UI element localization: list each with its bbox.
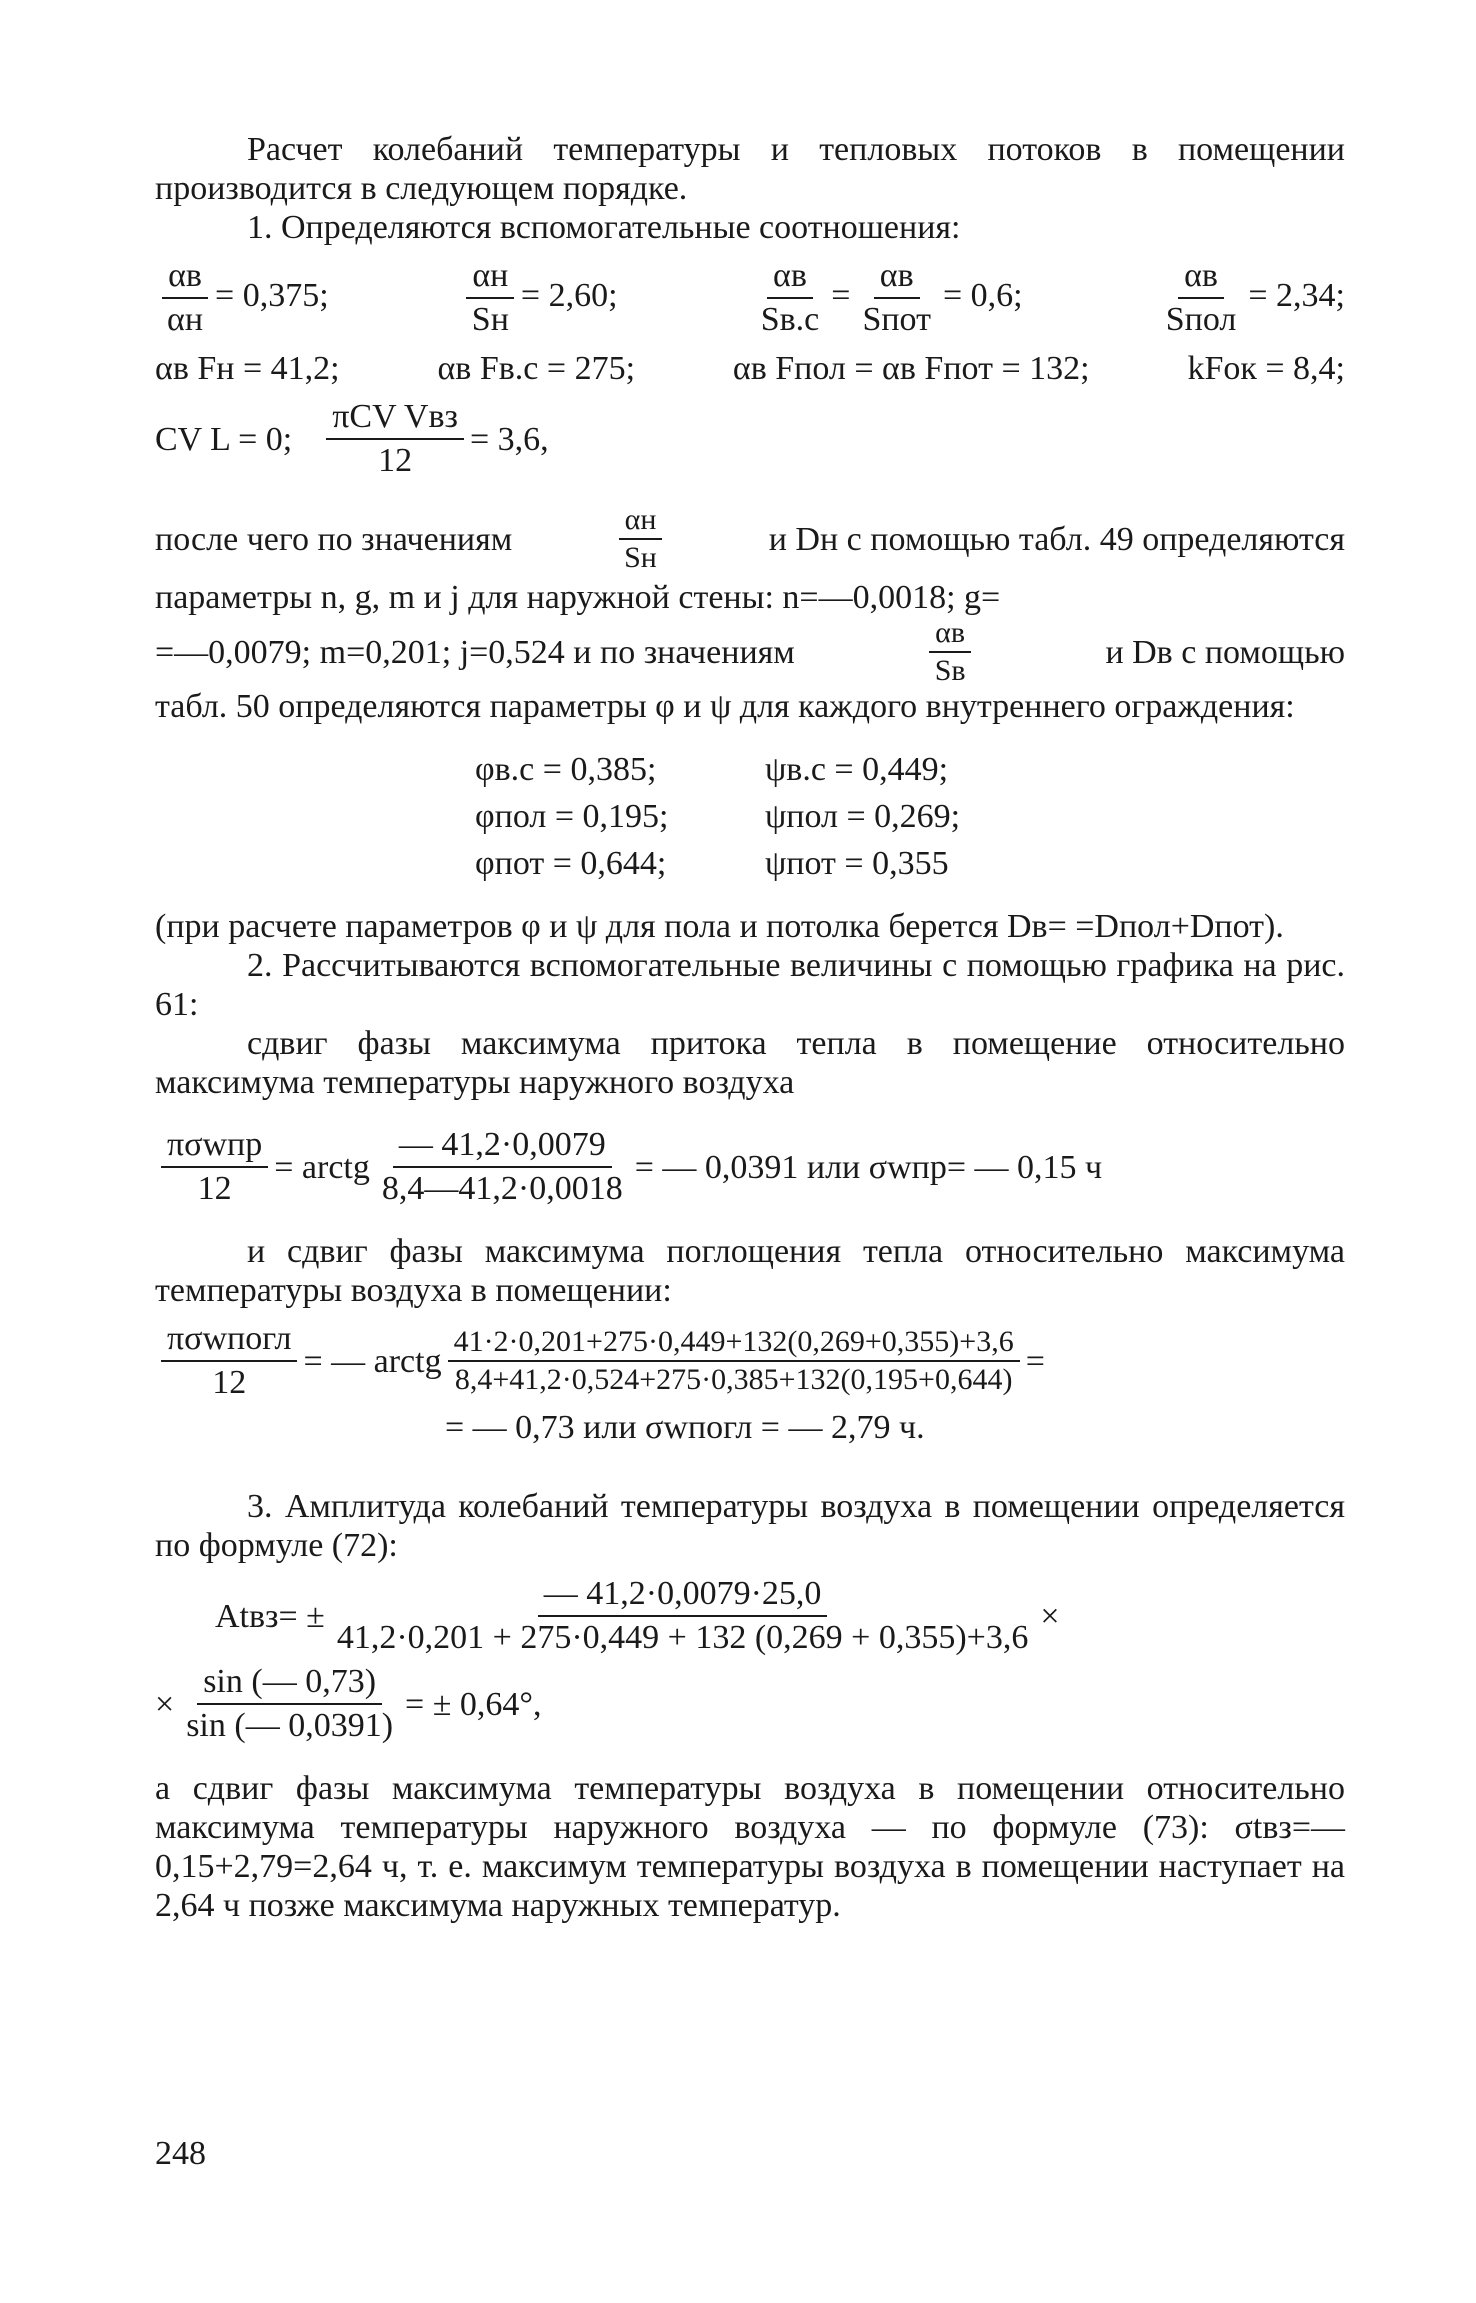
paragraph-5: и сдвиг фазы максимума поглощения тепла относительно максимума температуры воздуха в помещении: [155, 1233, 1345, 1309]
ratio-3: $\frac{\alpha в}{Sв.с}$ = $\frac{\alpha в}{\text{Sпот}}$ = 0,6; [760, 257, 1023, 338]
equation-2: $\frac{\text{πσwпогл}}{12}$ = — arctg $\frac{41\cdot 2\cdot 0,201+275\cdot 0,449+132(0,269+0,355)+3,6}{8,4+41,2\cdot 0,524+275\cdot 0,385+132(0,195+0,644)}$ = [155, 1320, 1345, 1402]
phi-wall: φв.с = 0,385; [475, 751, 657, 788]
step-3-title: 3. Амплитуда колебаний температуры воздуха в помещении определяется по формуле (72): [155, 1488, 1345, 1564]
ratio-2: $\frac{\alpha н}{Sн}$ = 2,60; [460, 257, 618, 339]
air-exchange-fraction: $\frac{\text{πCV Vвз}}{12}$ [326, 398, 464, 480]
psi-wall: ψв.с = 0,449; [765, 751, 949, 788]
equation-3-continued: × $\frac{\sin (— 0,73)}{\sin (— 0,0391)}$ = ± 0,64°, [155, 1663, 542, 1744]
paragraph-2-line-1: после чего по значениям $\frac{\alpha н}{Sн}$ и Dн с помощью табл. 49 определяются [155, 503, 1345, 574]
paragraph-2-line-4: табл. 50 определяются параметры φ и ψ для каждого внутреннего ограждения: [155, 688, 1295, 725]
paragraph-4: сдвиг фазы максимума притока тепла в помещение относительно максимума температуры наружного воздуха [155, 1025, 1345, 1101]
ratio-1: $\frac{\alpha в}{\alpha н}$ = 0,375; [155, 257, 329, 339]
paragraph-2-line-2: параметры n, g, m и j для наружной стены: n=—0,0018; g= [155, 579, 1001, 616]
ratio-4: $\frac{\alpha в}{\text{Sпол}}$ = 2,34; [1165, 257, 1345, 338]
page-body [155, 130, 1345, 1925]
alpha-f-outer: αв Fн = 41,2; [155, 350, 340, 387]
phi-floor: φпол = 0,195; [475, 798, 669, 835]
kf-window: kFок = 8,4; [1187, 350, 1345, 387]
intro-paragraph: Расчет колебаний температуры и тепловых потоков в помещении производится в следующем порядке. [155, 131, 1345, 207]
paragraph-6: а сдвиг фазы максимума температуры воздуха в помещении относительно максимума температуры наружного воздуха — по формуле (73): σtвз=—0,15+2,79=2,64 ч, т. е. максимум температуры воздуха в помещении наступает на 2,64 ч позже максимума наружных температур. [155, 1770, 1345, 1924]
alpha-f-inner-wall: αв Fв.с = 275; [437, 350, 636, 387]
psi-floor: ψпол = 0,269; [765, 798, 961, 835]
step-1-title: 1. Определяются вспомогательные соотношения: [247, 209, 961, 246]
paragraph-3: (при расчете параметров φ и ψ для пола и потолка берется Dв= =Dпол+Dпот). [155, 908, 1284, 945]
air-exchange-value: = 3,6, [469, 420, 549, 458]
alpha-f-floor-ceiling: αв Fпол = αв Fпот = 132; [732, 350, 1090, 387]
paragraph-2-line-3: =—0,0079; m=0,201; j=0,524 и по значениям $\frac{\alpha в}{Sв}$ и Dв с помощью [155, 616, 1345, 687]
cv-l: CV L = 0; [155, 420, 293, 458]
equation-3: Atвз= ± $\frac{— 41,2\cdot 0,0079\cdot 25,0}{41,2\cdot 0,201 + 275\cdot 0,449 + 132 (0,269 + 0,355)+3,6}$ × [215, 1575, 1060, 1656]
ratios-row-3 [155, 398, 1345, 480]
page-number: 248 [155, 2135, 206, 2172]
ratios-row-1 [155, 257, 1345, 339]
equation-2-result: = — 0,73 или σwпогл = — 2,79 ч. [445, 1409, 925, 1446]
ratios-row-2 [155, 349, 1345, 388]
step-2-title: 2. Рассчитываются вспомогательные величины с помощью графика на рис. 61: [155, 947, 1345, 1023]
equation-1: $\frac{\text{πσwпр}}{12}$ = arctg $\frac{— 41,2\cdot 0,0079}{8,4—41,2\cdot 0,0018}$ = — 0,0391 или σwпр= — 0,15 ч [155, 1126, 1345, 1208]
psi-ceiling: ψпот = 0,355 [765, 845, 949, 882]
phi-psi-table [155, 750, 1345, 883]
phi-ceiling: φпот = 0,644; [475, 845, 667, 882]
